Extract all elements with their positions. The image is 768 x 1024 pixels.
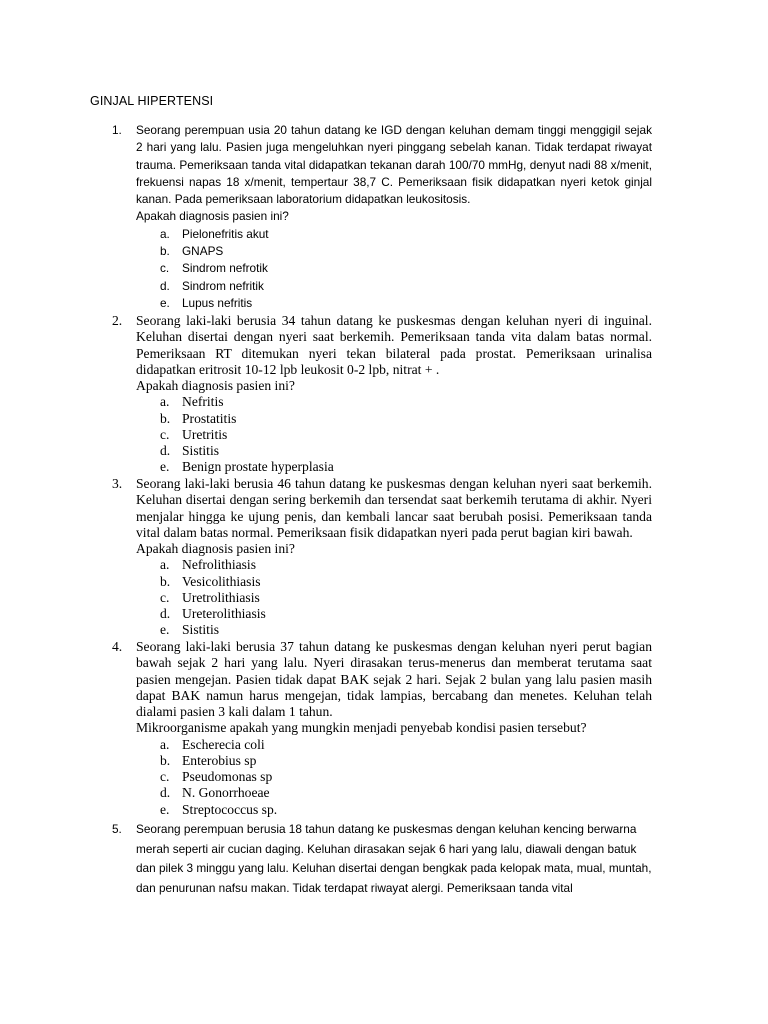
option-a: a. Pielonefritis akut [160, 226, 269, 241]
option-d: d. N. Gonorrhoeae [160, 785, 270, 801]
option-d: d. Ureterolithiasis [160, 606, 266, 621]
question-stem: Seorang laki-laki berusia 46 tahun datang ke puskesmas dengan keluhan nyeri saat berkemih. Keluhan disertai dengan sering berkemih dan tersendat saat berkemih terutama di akhir. Nyeri menjalar hingga ke ujung penis, dan kembali lancar saat berubah posisi. Pemeriksaan tanda vital dalam batas normal. Pemeriksaan fisik didapatkan nyeri pada perut bagian kiri bawah. [136, 476, 652, 540]
question-number: 1. [112, 123, 122, 137]
option-d: d. Sindrom nefritik [160, 278, 264, 293]
question-number: 2. [112, 313, 123, 328]
option-b: b. GNAPS [160, 244, 224, 259]
option-c: c. Uretrolithiasis [160, 589, 260, 605]
question-2 [112, 313, 652, 476]
question-stem: Seorang laki-laki berusia 37 tahun datang ke puskesmas dengan keluhan nyeri perut bagian bawah sejak 2 hari yang lalu. Nyeri dirasakan terus-menerus dan memberat terutama saat pasien mengejan. Pasien tidak dapat BAK sejak 2 hari. Sejak 2 bulan yang lalu pasien masih dapat BAK namun harus mengejan, tidak lampias, bercabang dan menetes. Keluhan telah dialami pasien 3 kali dalam 1 tahun. [136, 639, 652, 719]
option-a: a. Nefritis [160, 394, 224, 410]
question-prompt: Apakah diagnosis pasien ini? [136, 541, 295, 556]
option-list [136, 226, 652, 312]
option-b: b. Vesicolithiasis [160, 573, 261, 589]
option-list [136, 394, 652, 475]
question-3 [112, 476, 652, 639]
option-c: c. Pseudomonas sp [160, 769, 273, 784]
question-1 [112, 122, 652, 312]
option-e: e. Streptococcus sp. [160, 801, 278, 817]
option-b: b. Prostatitis [160, 410, 237, 426]
question-stem: Seorang laki-laki berusia 34 tahun datang ke puskesmas dengan keluhan nyeri di inguinal. Keluhan disertai dengan nyeri saat berkemih. Pemeriksaan tanda vita dalam batas normal. Pemeriksaan RT ditemukan nyeri tekan bilateral pada prostat. Pemeriksaan urinalisa didapatkan eritrosit 10-12 lpb leukosit 0-2 lpb, nitrat + . [136, 313, 652, 377]
question-prompt: Apakah diagnosis pasien ini? [136, 209, 289, 224]
question-4 [112, 639, 652, 818]
option-a: a. Nefrolithiasis [160, 557, 256, 573]
question-stem: Seorang perempuan usia 20 tahun datang ke IGD dengan keluhan demam tinggi menggigil sejak 2 hari yang lalu. Pasien juga mengeluhkan nyeri pinggang sebelah kanan. Tidak terdapat riwayat trauma. Pemeriksaan tanda vital didapatkan tekanan darah 100/70 mmHg, denyut nadi 88 x/menit, frekuensi napas 18 x/menit, tempertaur 38,7 C. Pemeriksaan fisik didapatkan nyeri ketok ginjal kanan. Pada pemeriksaan laboratorium didapatkan leukositosis. [136, 123, 652, 207]
question-number: 4. [112, 639, 123, 654]
option-e: e. Lupus nefritis [160, 295, 253, 310]
option-list [136, 557, 652, 638]
document-title: GINJAL HIPERTENSI [90, 94, 214, 108]
option-c: c. Sindrom nefrotik [160, 261, 268, 276]
option-c: c. Uretritis [160, 426, 228, 442]
option-list [136, 737, 652, 818]
option-b: b. Enterobius sp [160, 752, 257, 768]
option-e: e. Sistitis [160, 622, 220, 638]
option-d: d. Sistitis [160, 443, 220, 458]
question-prompt: Mikroorganisme apakah yang mungkin menjadi penyebab kondisi pasien tersebut? [136, 720, 587, 736]
question-5 [112, 820, 652, 898]
question-stem: Seorang perempuan berusia 18 tahun datang ke puskesmas dengan keluhan kencing berwarna merah seperti air cucian daging. Keluhan dirasakan sejak 6 hari yang lalu, diawali dengan batuk dan pilek 3 minggu yang lalu. Keluhan disertai dengan bengkak pada kelopak mata, mual, muntah, dan penurunan nafsu makan. Tidak terdapat riwayat alergi. Pemeriksaan tanda vital [136, 822, 652, 895]
question-prompt: Apakah diagnosis pasien ini? [136, 378, 295, 393]
question-number: 5. [112, 822, 122, 836]
option-a: a. Escherecia coli [160, 736, 265, 752]
option-e: e. Benign prostate hyperplasia [160, 459, 334, 475]
question-number: 3. [112, 476, 123, 491]
